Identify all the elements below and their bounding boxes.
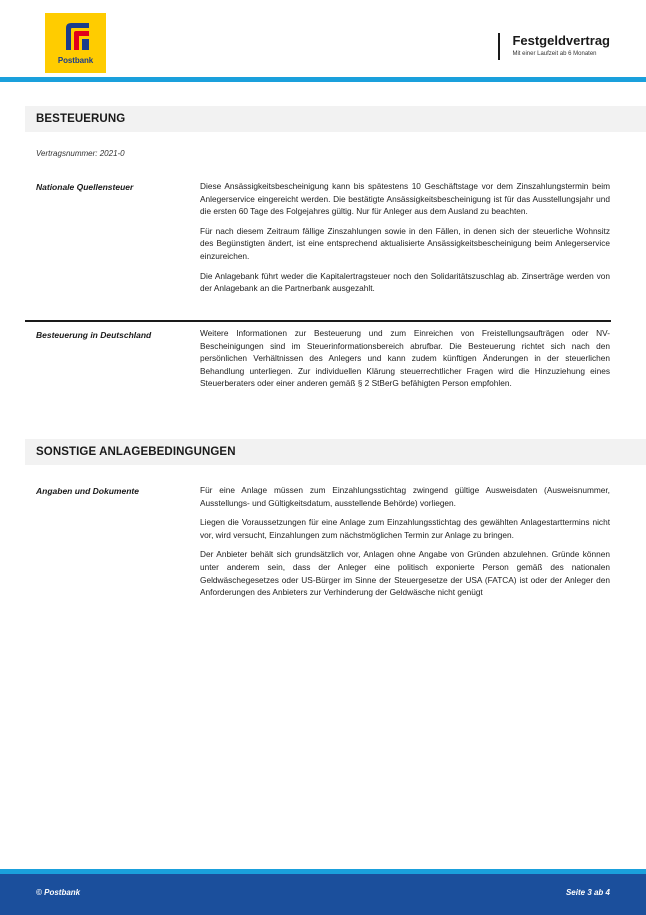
paragraph: Die Anlagebank führt weder die Kapitalertragsteuer noch den Solidaritätszuschlag ab. Zinserträge werden von der Anlagebank an die Partnerbank ausgezahlt. [200, 270, 610, 294]
row-text-quellensteuer [200, 180, 610, 302]
header-accent-bar [0, 77, 646, 82]
row-label-quellensteuer: Nationale Quellensteuer [36, 182, 134, 192]
document-title: Festgeldvertrag [512, 33, 610, 48]
postbank-logo [45, 13, 106, 73]
page-footer [0, 874, 646, 915]
section-heading-besteuerung [25, 106, 646, 132]
paragraph: Für eine Anlage müssen zum Einzahlungsstichtag zwingend gültige Ausweisdaten (Ausweisnummer, Ausstellungs- und Gültigkeitsdatum, ausstellende Behörde) vorliegen. [200, 485, 610, 508]
row-text-besteuerung-deutschland [200, 327, 610, 397]
section-heading-sonstige [25, 439, 646, 465]
paragraph: Für nach diesem Zeitraum fällige Zinszahlungen sowie in den Fällen, in denen sich der steuerliche Wohnsitz des Begünstigten ändert, ist eine entsprechend aktualisierte Ansässigkeitsbescheinigung beim Anlegerservice einzureichen. [200, 225, 610, 261]
contract-number: Vertragsnummer: 2021-0 [36, 149, 125, 158]
row-divider [25, 320, 611, 322]
page-number: Seite 3 ab 4 [565, 888, 610, 897]
document-header [498, 33, 610, 60]
row-label-angaben: Angaben und Dokumente [36, 486, 139, 496]
row-label-besteuerung-deutschland: Besteuerung in Deutschland [36, 330, 152, 340]
paragraph: Weitere Informationen zur Besteuerung und zum Einreichen von Freistellungsaufträgen oder NV-Bescheinigungen sind im Steuerinformationsbereich abrufbar. Die Besteuerung richtet sich nach den persönlichen Verhältnissen des Anlegers und kann zudem künftigen Änderungen in der steuerlichen Behandlung unterliegen. Zur individuellen Klärung steuerrechtlicher Fragen wird die Hinzuziehung eines Steuerberaters oder einer anderen gemäß § 2 StBerG befähigten Person empfohlen. [200, 328, 610, 389]
section-heading-text: SONSTIGE ANLAGEBEDINGUNGEN [36, 446, 236, 458]
paragraph: Liegen die Voraussetzungen für eine Anlage zum Einzahlungsstichtag des gewählten Anlagestarttermins nicht vor, wird versucht, Einzahlungen zum nächstmöglichen Termin zur Anlage zu bringen. [200, 517, 610, 540]
logo-text: Postbank [57, 56, 94, 65]
postbank-logo-icon [60, 20, 92, 52]
row-text-angaben [200, 484, 610, 606]
paragraph: Der Anbieter behält sich grundsätzlich vor, Anlagen ohne Angabe von Gründen abzulehnen. Gründe können unter anderem sein, dass der Anleger eine politisch exponierte Person gemäß des nationalen Geldwäschegesetzes oder US-Bürger im Sinne der Steuergesetze der USA (FATCA) ist oder der Anleger den Anforderungen des Anbieters zur Verhinderung der Geldwäsche nicht genügt [200, 549, 610, 598]
footer-copyright: © Postbank [36, 888, 81, 897]
document-subtitle: Mit einer Laufzeit ab 6 Monaten [512, 51, 597, 57]
paragraph: Diese Ansässigkeitsbescheinigung kann bis spätestens 10 Geschäftstage vor dem Zinszahlungstermin beim Anlegerservice eingereicht werden. Die bestätigte Ansässigkeitsbescheinigung ist für das Ausstellungsjahr und die ersten 60 Tage des Folgejahres gültig. Nur für Anleger aus dem Ausland zu beachten. [200, 181, 610, 217]
section-heading-text: BESTEUERUNG [36, 113, 126, 125]
